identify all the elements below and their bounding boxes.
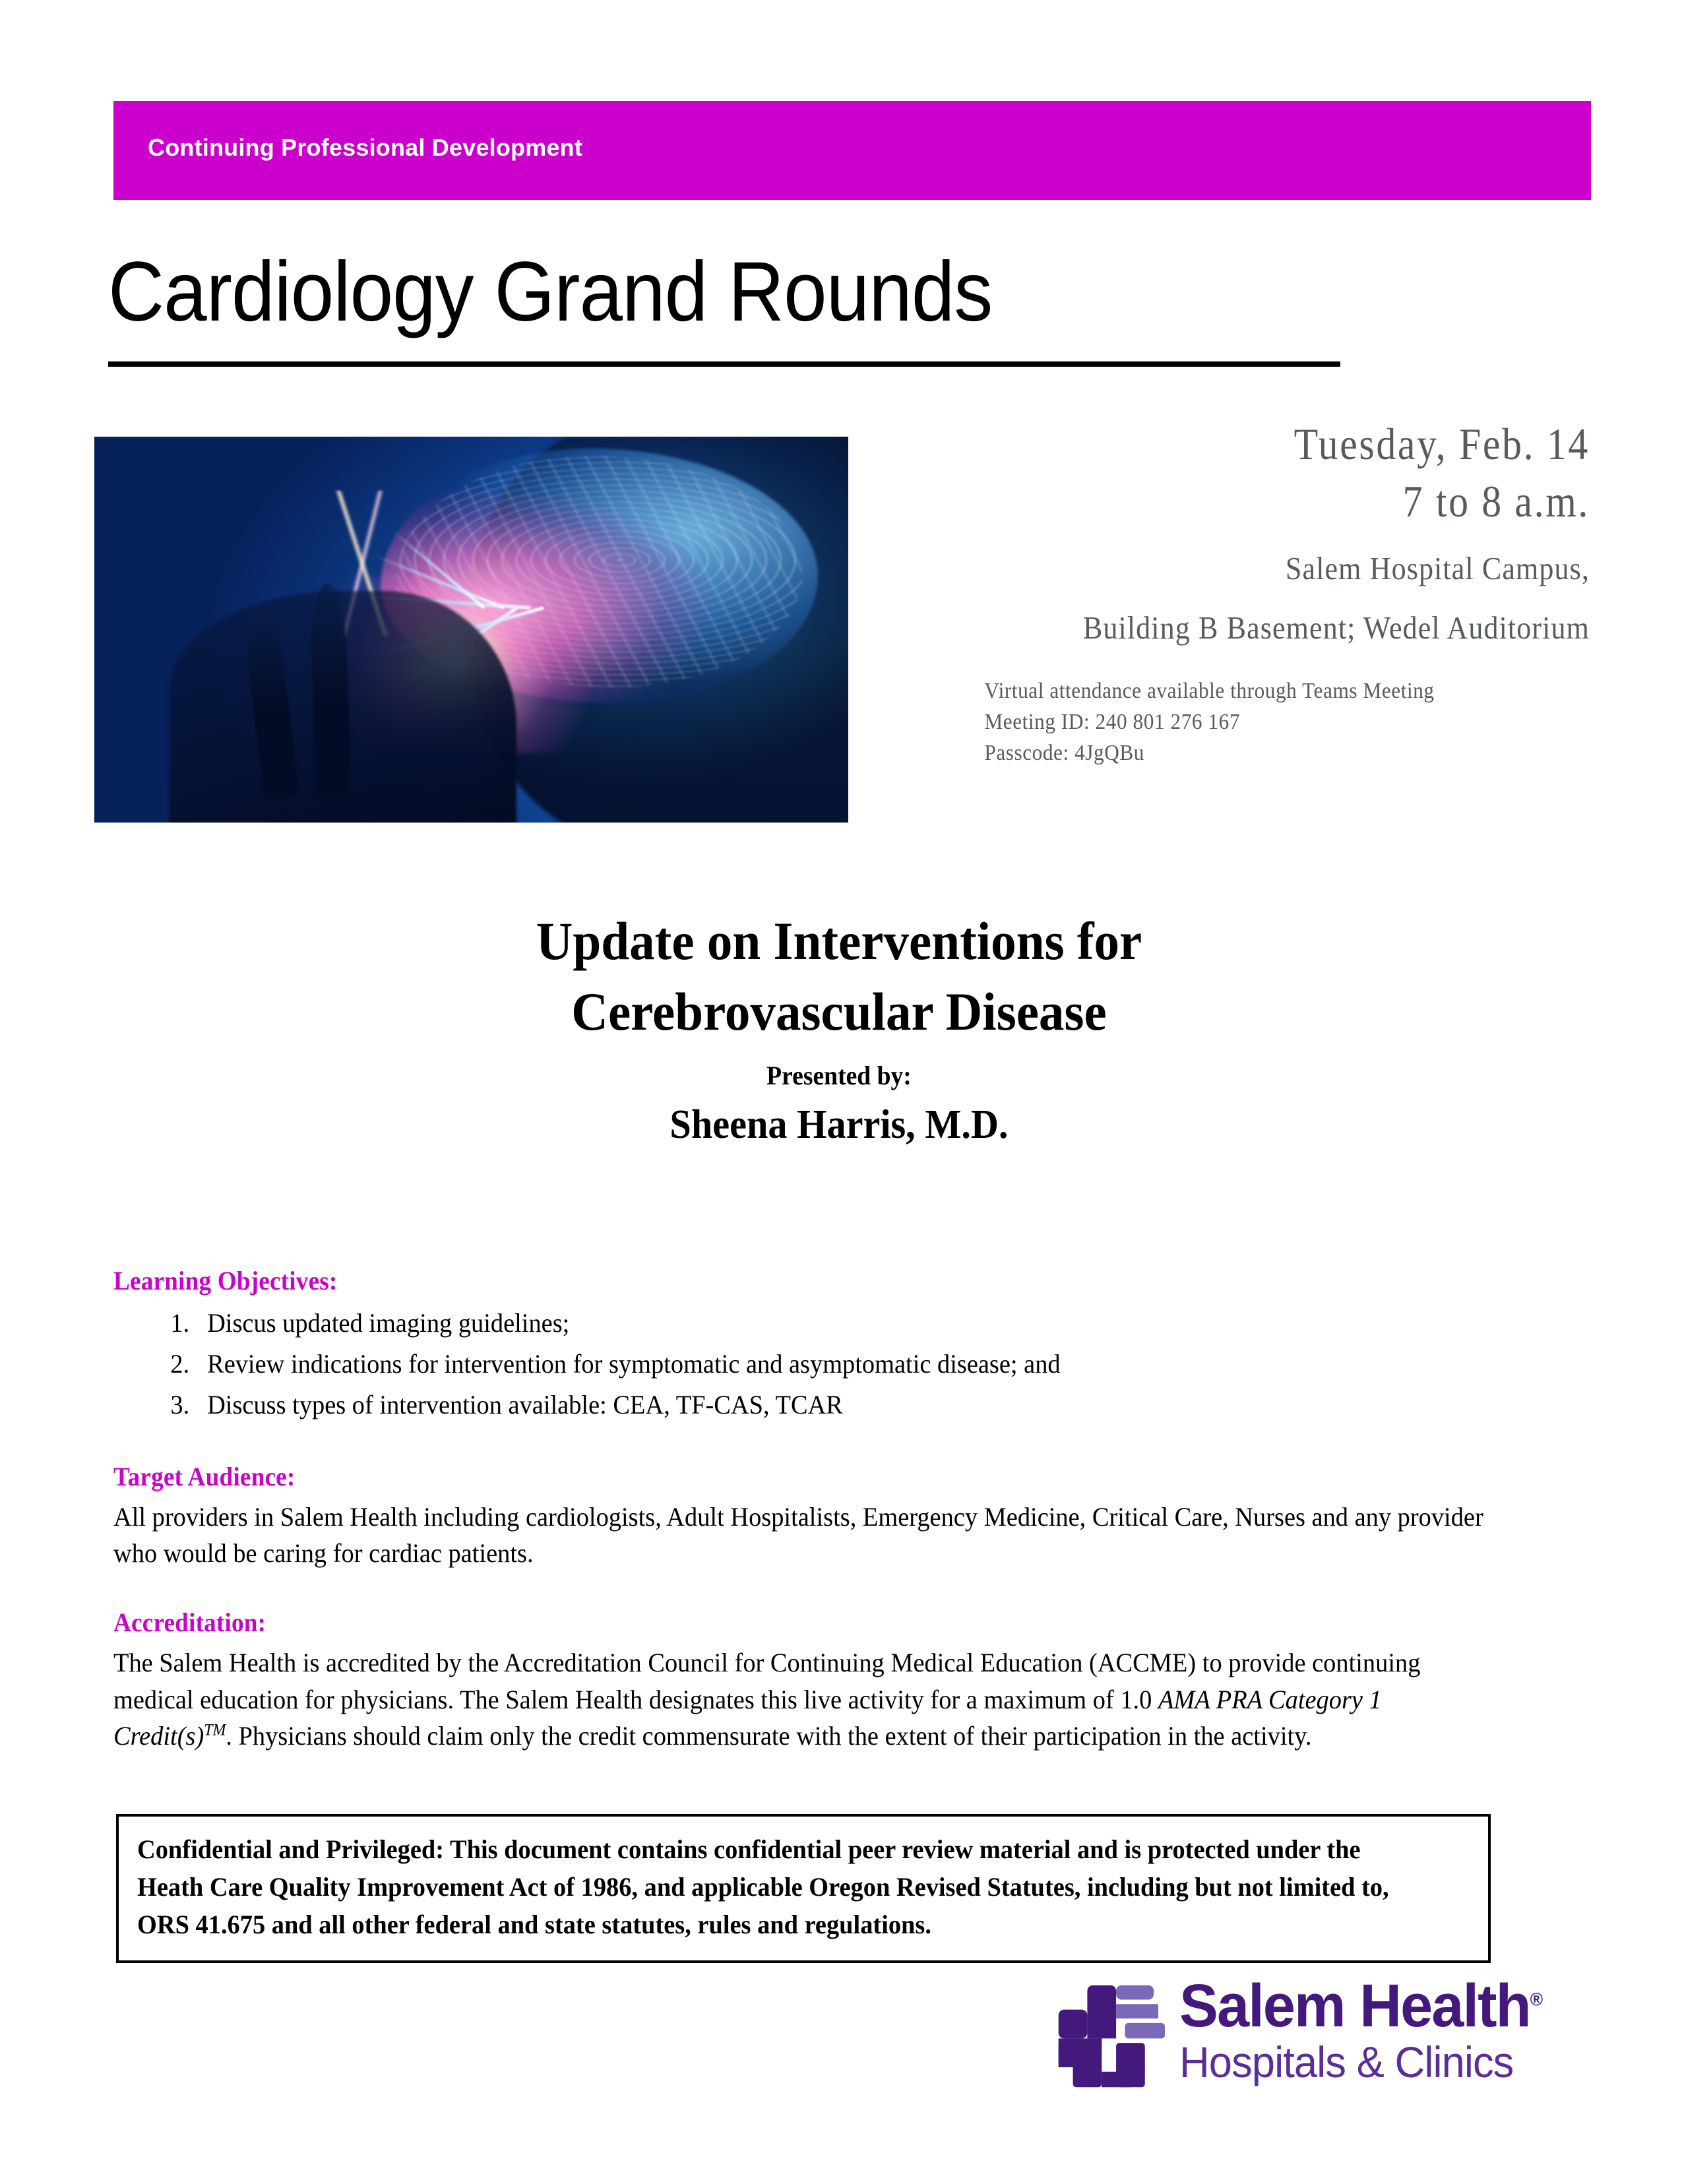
target-audience-section — [113, 1461, 1565, 1571]
event-venue-line1: Salem Hospital Campus, — [1285, 550, 1590, 587]
accreditation-body-part2: . Physicians should claim only the credit commensurate with the extent of their participation in the activity. — [226, 1720, 1312, 1751]
learning-objectives-list — [113, 1303, 1507, 1425]
brain-illustration — [94, 437, 848, 823]
accreditation-section — [113, 1607, 1565, 1754]
learning-objectives-section — [113, 1265, 1565, 1425]
title-underline — [108, 361, 1340, 367]
accreditation-heading: Accreditation: — [113, 1607, 266, 1638]
logo-wordmark — [1179, 1972, 1542, 2086]
trademark-superscript: TM — [204, 1721, 226, 1739]
learning-objectives-heading: Learning Objectives: — [113, 1266, 338, 1295]
top-banner — [113, 101, 1591, 200]
banner-label: Continuing Professional Development — [148, 134, 583, 161]
list-item: 2. Review indications for intervention for symptomatic and asymptomatic disease; and — [196, 1344, 1507, 1385]
body-sections — [113, 1265, 1565, 1754]
logo-tagline: Hospitals & Clinics — [1179, 2038, 1514, 2086]
event-venue-line2: Building B Basement; Wedel Auditorium — [1082, 609, 1590, 646]
meeting-id: Meeting ID: 240 801 276 167 — [984, 710, 1241, 735]
accreditation-body — [113, 1644, 1507, 1754]
presented-by-label: Presented by: — [766, 1061, 912, 1091]
list-item: 1. Discus updated imaging guidelines; — [196, 1303, 1507, 1344]
lecture-title-line1: Update on Interventions for — [536, 911, 1142, 971]
salem-health-logo — [1054, 1972, 1542, 2098]
virtual-attendance-block — [851, 676, 1530, 769]
confidentiality-text: Confidential and Privileged: This document contains confidential peer review material and is protected under the Heath Care Quality Improvement Act of 1986, and applicable Oregon Revised Statutes, including but not limited to, ORS 41.675 and all other federal and state statutes, rules and regulations. — [137, 1834, 1389, 1939]
event-details — [851, 416, 1590, 769]
accreditation-body-part1: The Salem Health is accredited by the Accreditation Council for Continuing Medical Education (ACCME) to provide continuing medical education for physicians. The Salem Health designates this live activity for a maximum of 1.0 — [113, 1648, 1421, 1714]
event-time: 7 to 8 a.m. — [1402, 476, 1590, 527]
list-item: 3. Discuss types of intervention available: CEA, TF-CAS, TCAR — [196, 1385, 1507, 1425]
target-audience-heading: Target Audience: — [113, 1462, 296, 1491]
meeting-passcode: Passcode: 4JgQBu — [984, 741, 1144, 766]
lecture-title-line2: Cerebrovascular Disease — [571, 981, 1107, 1042]
logo-name-text: Salem Health — [1179, 1972, 1530, 2040]
virtual-note: Virtual attendance available through Teams Meeting — [984, 679, 1435, 704]
lecture-block — [113, 906, 1565, 1148]
ama-credit-text: AMA PRA Category 1 Credit(s) — [113, 1684, 1382, 1751]
presenter-name: Sheena Harris, M.D. — [670, 1102, 1009, 1148]
page-title: Cardiology Grand Rounds — [108, 245, 993, 339]
target-audience-body: All providers in Salem Health including cardiologists, Adult Hospitalists, Emergency Medicine, Critical Care, Nurses and any provider who would be caring for cardiac patients. — [113, 1502, 1483, 1569]
registered-trademark-icon: ® — [1530, 1989, 1542, 2010]
salem-health-cross-icon — [1054, 1981, 1165, 2092]
confidentiality-notice — [116, 1814, 1491, 1963]
logo-name — [1179, 1972, 1542, 2040]
event-date: Tuesday, Feb. 14 — [1293, 419, 1590, 469]
